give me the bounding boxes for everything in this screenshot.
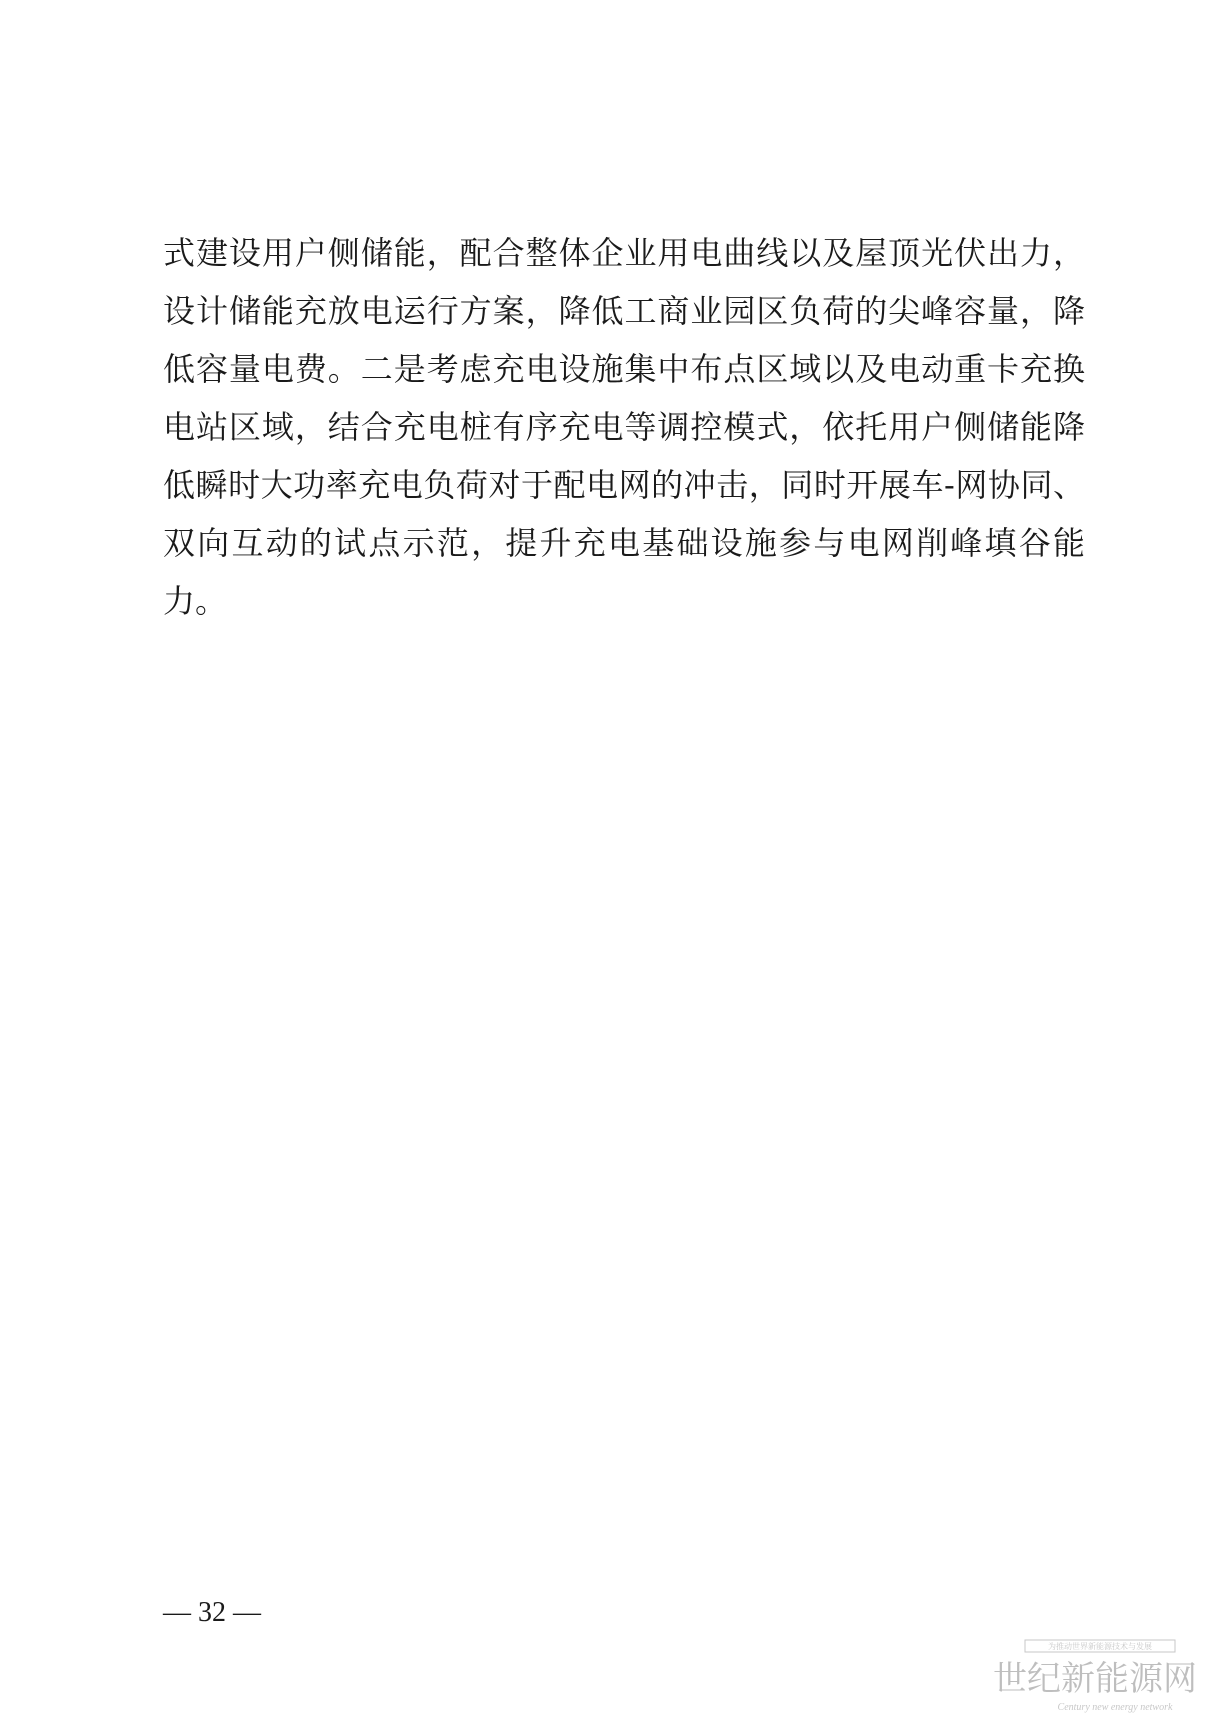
text-line: 电站区域，结合充电桩有序充电等调控模式，依托用户侧储能降 xyxy=(163,408,1085,446)
watermark-logo xyxy=(985,1638,1205,1718)
watermark-name: 世纪新能源网 xyxy=(993,1659,1197,1699)
body-paragraph xyxy=(163,224,1085,630)
text-line: 设计储能充放电运行方案，降低工商业园区负荷的尖峰容量，降 xyxy=(163,292,1085,330)
text-line: 力。 xyxy=(163,582,228,620)
page-number: — 32 — xyxy=(163,1597,261,1628)
text-line: 双向互动的试点示范，提升充电基础设施参与电网削峰填谷能 xyxy=(163,524,1085,562)
watermark-tagline: 为推动世界新能源技术与发展 xyxy=(1048,1642,1152,1651)
text-line: 低瞬时大功率充电负荷对于配电网的冲击，同时开展车-网协同、 xyxy=(163,466,1085,504)
text-line: 低容量电费。二是考虑充电设施集中布点区域以及电动重卡充换 xyxy=(163,350,1085,388)
text-line: 式建设用户侧储能，配合整体企业用电曲线以及屋顶光伏出力， xyxy=(163,234,1085,272)
watermark-name-en: Century new energy network xyxy=(1057,1702,1173,1713)
